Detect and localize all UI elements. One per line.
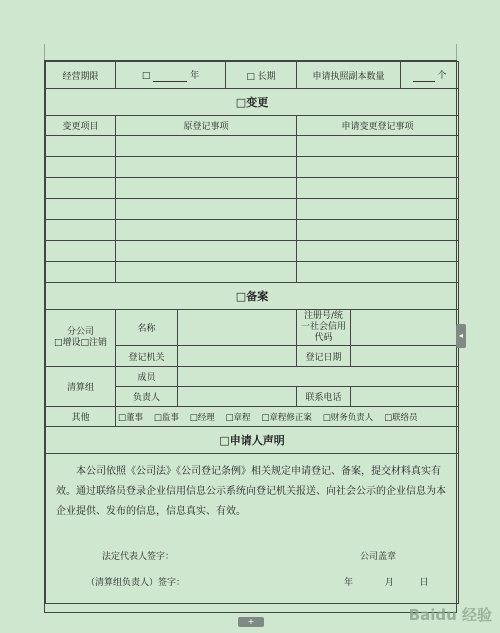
term-long-option[interactable]: □ 长期 (226, 62, 297, 89)
change-header-item: 变更项目 (46, 116, 116, 136)
change-row (46, 241, 459, 262)
other-option-director[interactable]: □董事 (118, 412, 144, 423)
liq-leader-field[interactable] (178, 387, 297, 407)
branch-regno-field[interactable] (351, 310, 459, 346)
branch-date-field[interactable] (351, 346, 459, 367)
filing-section-title[interactable]: □备案 (46, 283, 459, 310)
other-option-supervisor[interactable]: □监事 (153, 412, 179, 423)
branch-authority-label: 登记机关 (116, 346, 178, 367)
change-cell[interactable] (297, 178, 459, 199)
change-header-row (46, 116, 459, 136)
other-option-liaison[interactable]: □联络员 (384, 412, 418, 423)
term-years-checkbox[interactable]: □ (141, 71, 151, 81)
change-row (46, 220, 459, 241)
sign-year-unit: 年 (344, 577, 354, 588)
expand-side-tab[interactable]: ◂ (456, 324, 466, 348)
term-year-unit: 年 (190, 71, 200, 81)
sign-month-unit: 月 (384, 577, 394, 588)
liq-label: 清算组 (46, 367, 116, 407)
form-table (45, 61, 459, 604)
other-option-finance-head[interactable]: □财务负责人 (322, 412, 374, 423)
watermark-logo: Baidu 经验 (408, 606, 492, 624)
term-years-input[interactable] (153, 71, 187, 82)
change-cell[interactable] (46, 220, 116, 241)
change-cell[interactable] (297, 220, 459, 241)
change-cell[interactable] (297, 157, 459, 178)
other-option-amendment[interactable]: □章程修正案 (261, 412, 312, 423)
change-cell[interactable] (116, 157, 297, 178)
branch-date-label: 登记日期 (297, 346, 351, 367)
other-option-articles[interactable]: □章程 (225, 412, 251, 423)
other-options-cell (116, 407, 459, 427)
change-row (46, 157, 459, 178)
branch-label (46, 310, 116, 367)
change-cell[interactable] (46, 136, 116, 157)
copies-label: 申请执照副本数量 (297, 62, 401, 89)
liq-phone-field[interactable] (351, 387, 459, 407)
change-cell[interactable] (116, 199, 297, 220)
change-cell[interactable] (46, 241, 116, 262)
branch-authority-field[interactable] (178, 346, 297, 367)
change-cell[interactable] (116, 220, 297, 241)
term-row (46, 62, 459, 89)
registration-form (44, 60, 457, 613)
branch-name-label: 名称 (116, 310, 178, 346)
term-label: 经营期限 (46, 62, 116, 89)
change-cell[interactable] (297, 262, 459, 283)
change-row (46, 199, 459, 220)
liq-members-label: 成员 (116, 367, 178, 387)
expand-bottom-tab[interactable]: + (238, 617, 264, 627)
change-header-original: 原登记事项 (116, 116, 297, 136)
change-cell[interactable] (297, 136, 459, 157)
change-cell[interactable] (46, 157, 116, 178)
signature-table (46, 542, 458, 594)
change-cell[interactable] (116, 241, 297, 262)
change-cell[interactable] (46, 178, 116, 199)
liq-members-field[interactable] (178, 367, 459, 387)
change-cell[interactable] (46, 199, 116, 220)
margin-mark-left (44, 44, 45, 60)
change-header-new: 申请变更登记事项 (297, 116, 459, 136)
change-row (46, 136, 459, 157)
liq-phone-label: 联系电话 (297, 387, 351, 407)
copies-input[interactable] (413, 71, 435, 82)
sign-day-unit: 日 (419, 577, 429, 588)
copies-cell[interactable] (401, 62, 459, 89)
change-cell[interactable] (46, 262, 116, 283)
change-section-title[interactable]: □变更 (46, 89, 459, 116)
change-row (46, 178, 459, 199)
sign-date (252, 568, 458, 594)
change-row (46, 262, 459, 283)
liq-leader-sign-label: （清算组负责人）签字： (86, 577, 186, 588)
change-cell[interactable] (116, 178, 297, 199)
branch-regno-label: 注册号/统一社会信用代码 (297, 310, 351, 346)
branch-name-field[interactable] (178, 310, 297, 346)
change-cell[interactable] (116, 136, 297, 157)
declaration-section-title[interactable]: □申请人声明 (46, 427, 459, 454)
margin-mark-right (456, 44, 457, 60)
company-seal-label: 公司盖章 (360, 551, 397, 562)
change-cell[interactable] (297, 241, 459, 262)
declaration-body (46, 454, 459, 604)
branch-label-text: 分公司 □增设□注销 (53, 327, 107, 348)
liq-leader-label: 负责人 (116, 387, 178, 407)
other-label: 其他 (46, 407, 116, 427)
declaration-text: 本公司依照《公司法》《公司登记条例》相关规定申请登记、备案，提交材料真实有效。通过联络员登录企业信用信息公示系统向登记机关报送、向社会公示的企业信息为本企业提供、发布的信息，信息真实、有效。 (56, 466, 446, 517)
other-option-manager[interactable]: □经理 (189, 412, 215, 423)
change-cell[interactable] (116, 262, 297, 283)
term-years-cell[interactable] (116, 62, 226, 89)
legal-rep-sign-label: 法定代表人签字： (102, 551, 175, 562)
copies-unit: 个 (437, 71, 447, 81)
change-cell[interactable] (297, 199, 459, 220)
